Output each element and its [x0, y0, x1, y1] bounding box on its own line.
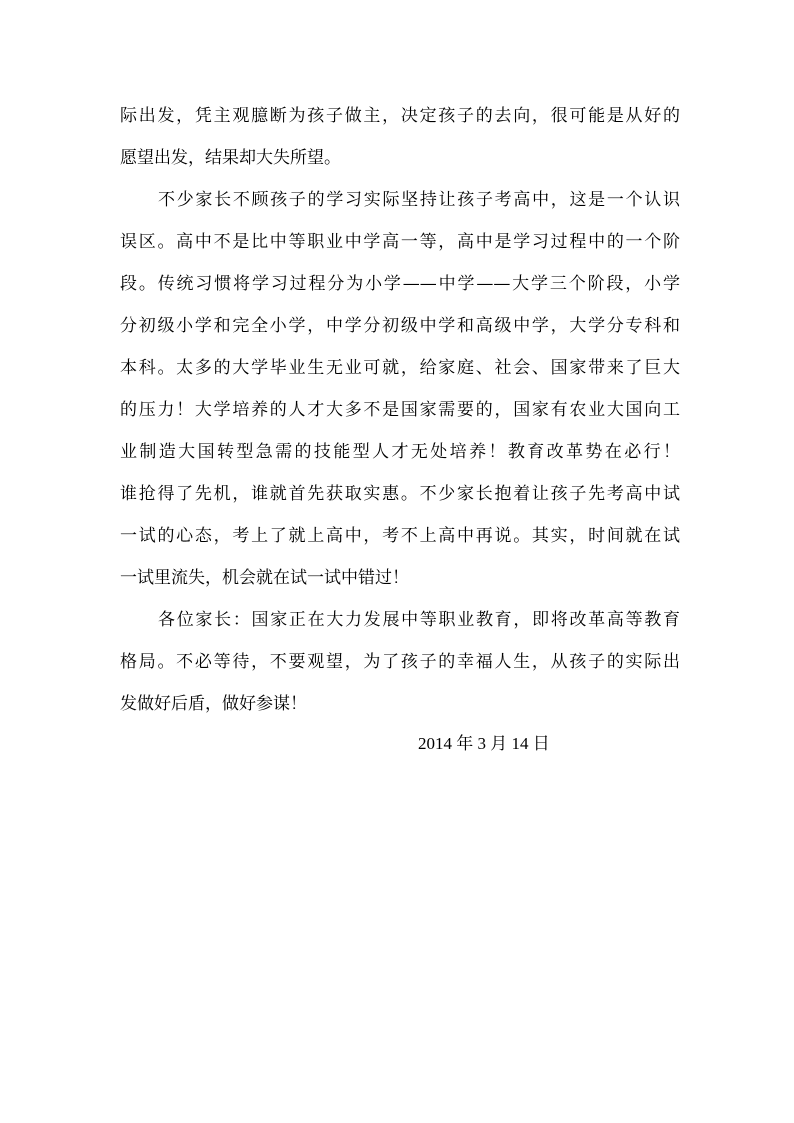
paragraph-2-line-5: 本科。太多的大学毕业生无业可就，给家庭、社会、国家带来了巨大: [120, 358, 680, 378]
paragraph-2-line-4: 分初级小学和完全小学，中学分初级中学和高级中学，大学分专科和: [120, 316, 680, 336]
paragraph-2-line-7: 业制造大国转型急需的技能型人才无处培养！教育改革势在必行！: [120, 442, 680, 462]
paragraph-3-line-2: 格局。不必等待，不要观望，为了孩子的幸福人生，从孩子的实际出: [120, 652, 680, 672]
paragraph-2-line-8: 谁抢得了先机，谁就首先获取实惠。不少家长抱着让孩子先考高中试: [120, 484, 680, 504]
paragraph-3-line-3: 发做好后盾，做好参谋！: [120, 694, 307, 714]
paragraph-2-line-1: 不少家长不顾孩子的学习实际坚持让孩子考高中，这是一个认识: [158, 190, 680, 210]
paragraph-2-line-6: 的压力！大学培养的人才大多不是国家需要的，国家有农业大国向工: [120, 400, 680, 420]
paragraph-3-line-1: 各位家长：国家正在大力发展中等职业教育，即将改革高等教育: [158, 610, 680, 630]
paragraph-1-line-2: 愿望出发，结果却大失所望。: [120, 148, 341, 168]
document-date: 2014 年 3 月 14 日: [418, 734, 550, 753]
paragraph-2-line-2: 误区。高中不是比中等职业中学高一等，高中是学习过程中的一个阶: [120, 232, 680, 252]
paragraph-2-line-10: 一试里流失，机会就在试一试中错过！: [120, 568, 409, 588]
paragraph-2-line-3: 段。传统习惯将学习过程分为小学——中学——大学三个阶段，小学: [120, 274, 680, 294]
paragraph-1-line-1: 际出发，凭主观臆断为孩子做主，决定孩子的去向，很可能是从好的: [120, 106, 680, 126]
paragraph-2-line-9: 一试的心态，考上了就上高中，考不上高中再说。其实，时间就在试: [120, 526, 680, 546]
